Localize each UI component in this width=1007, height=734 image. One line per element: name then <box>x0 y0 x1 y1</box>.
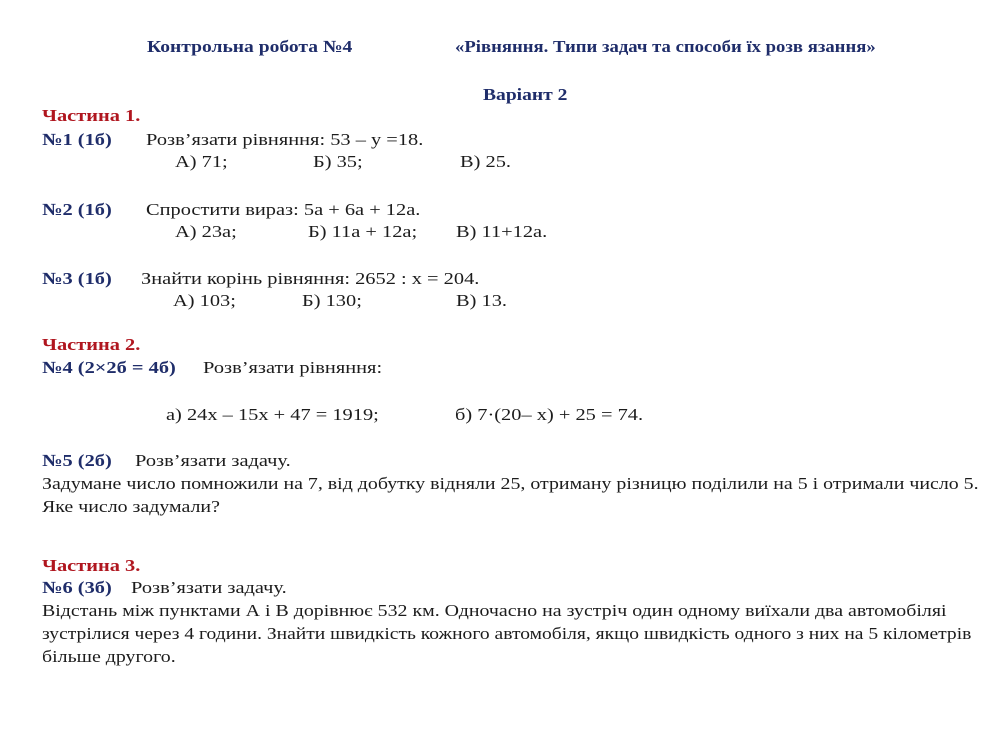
task-3-option-c: В) 13. <box>456 291 507 310</box>
task-3-text: Знайти корінь рівняння: 2652 : x = 204. <box>141 269 480 288</box>
task-1-text: Розв’язати рівняння: 53 – y =18. <box>146 130 424 149</box>
task-6-body-line: Відстань між пунктами А і В дорівнює 532 км. Одночасно на зустріч один одному виїхали два автомобіляі <box>42 601 947 620</box>
task-4-number: №4 (2×2б = 4б) <box>42 358 176 377</box>
worksheet-topic: «Рівняння. Типи задач та способи їх розв язання» <box>455 37 876 56</box>
variant-label: Варіант 2 <box>483 85 568 104</box>
task-1-number: №1 (1б) <box>42 130 112 149</box>
task-2-option-c: В) 11+12a. <box>456 222 548 241</box>
task-1-option-b: Б) 35; <box>313 152 363 171</box>
task-3-option-a: А) 103; <box>173 291 236 310</box>
part-1-heading: Частина 1. <box>42 106 141 125</box>
task-5-body-line: Задумане число помножили на 7, від добутку відняли 25, отриману різницю поділили на 5 і отримали число 5. <box>42 474 979 493</box>
task-5-text: Розв’язати задачу. <box>135 451 291 470</box>
task-1-option-c: В) 25. <box>460 152 511 171</box>
task-2-text: Спростити вираз: 5a + 6a + 12a. <box>146 200 421 219</box>
task-2-number: №2 (1б) <box>42 200 112 219</box>
task-5-number: №5 (2б) <box>42 451 112 470</box>
task-2-option-a: А) 23a; <box>175 222 237 241</box>
worksheet-title: Контрольна робота №4 <box>147 37 353 56</box>
task-6-body-line: більше другого. <box>42 647 176 666</box>
task-5-body-line: Яке число задумали? <box>42 497 220 516</box>
task-3-number: №3 (1б) <box>42 269 112 288</box>
part-2-heading: Частина 2. <box>42 335 141 354</box>
task-6-body-line: зустрілися через 4 години. Знайти швидкість кожного автомобіля, якщо швидкість одного з них на 5 кілометрів <box>42 624 972 643</box>
task-3-option-b: Б) 130; <box>302 291 362 310</box>
task-6-text: Розв’язати задачу. <box>131 578 287 597</box>
task-1-option-a: А) 71; <box>175 152 228 171</box>
task-2-option-b: Б) 11a + 12a; <box>308 222 418 241</box>
task-4-text: Розв’язати рівняння: <box>203 358 383 377</box>
task-4-equation-b: б) 7·(20– x) + 25 = 74. <box>455 405 644 424</box>
task-4-equation-a: а) 24x – 15x + 47 = 1919; <box>166 405 379 424</box>
task-6-number: №6 (3б) <box>42 578 112 597</box>
part-3-heading: Частина 3. <box>42 556 141 575</box>
